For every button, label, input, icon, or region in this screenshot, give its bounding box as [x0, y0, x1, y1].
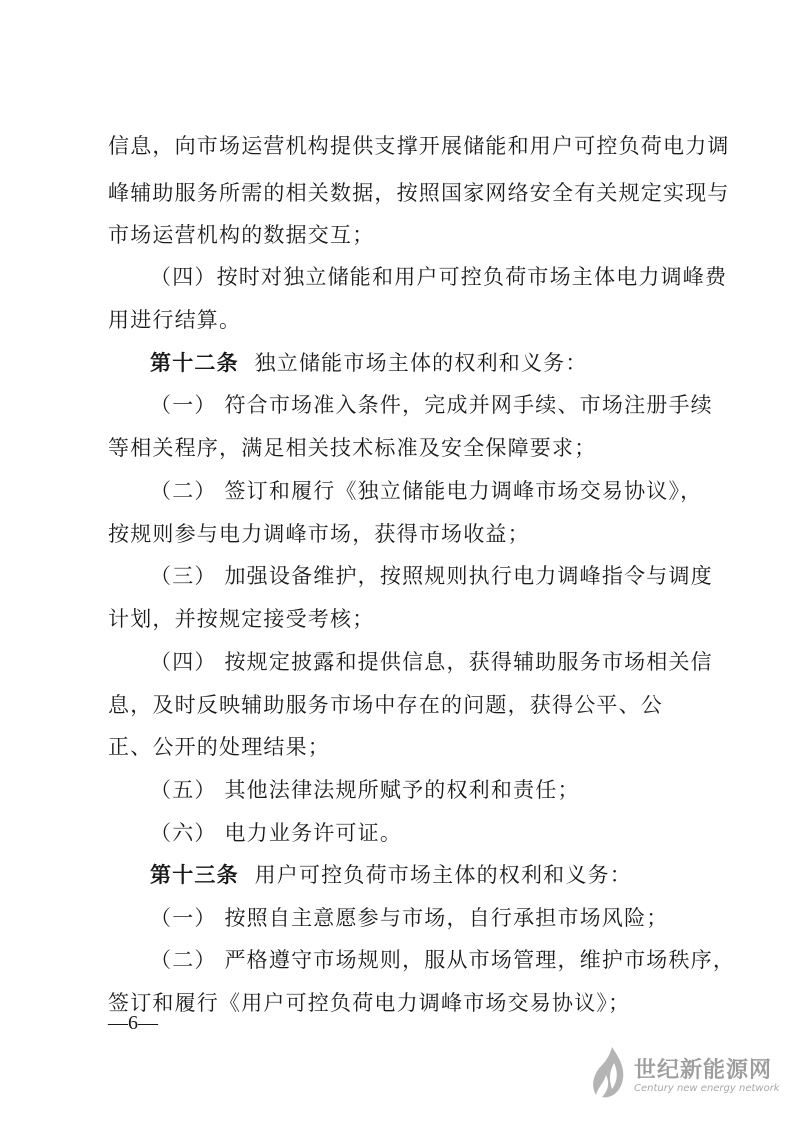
paragraph-line: 信息，向市场运营机构提供支撑开展储能和用户可控负荷电力调 [108, 134, 730, 158]
paragraph-line: 计划，并按规定接受考核； [108, 607, 375, 631]
page-number: —6— [108, 1012, 158, 1034]
watermark-name-cn: 世纪新能源网 [634, 1058, 773, 1083]
paragraph-line: 息，及时反映辅助服务市场中存在的问题，获得公平、公 [108, 693, 663, 717]
paragraph-line: （一） 符合市场准入条件，完成并网手续、市场注册手续 [150, 393, 713, 417]
paragraph-line: 正、公开的处理结果； [108, 735, 330, 759]
article-12-heading: 第十二条 [150, 350, 239, 375]
paragraph-line: （六） 电力业务许可证。 [150, 821, 403, 845]
article-12-title: 独立储能市场主体的权利和义务： [254, 351, 588, 375]
paragraph-line: 签订和履行《用户可控负荷电力调峰市场交易协议》； [108, 991, 631, 1015]
article-13-heading: 第十三条 [150, 862, 239, 887]
article-13-line [150, 860, 632, 890]
watermark-name-en: Century new energy network [634, 1083, 780, 1094]
paragraph-line: （五） 其他法律法规所赋予的权利和责任； [150, 778, 580, 802]
paragraph-line: （四） 按规定披露和提供信息，获得辅助服务市场相关信 [150, 650, 713, 674]
site-watermark [590, 1045, 785, 1105]
paragraph-line: （二） 签订和履行《独立储能电力调峰市场交易协议》， [150, 479, 703, 503]
paragraph-line: （四）按时对独立储能和用户可控负荷市场主体电力调峰费 [150, 265, 728, 289]
paragraph-line: 峰辅助服务所需的相关数据，按照国家网络安全有关规定实现与 [108, 181, 730, 205]
paragraph-line: （一） 按照自主意愿参与市场，自行承担市场风险； [150, 906, 669, 930]
article-12-line [150, 348, 588, 378]
paragraph-line: 用进行结算。 [108, 308, 242, 332]
paragraph-line: 市场运营机构的数据交互； [108, 223, 375, 247]
paragraph-line: （二） 严格遵守市场规则，服从市场管理，维护市场秩序， [150, 948, 736, 972]
paragraph-line: （三） 加强设备维护，按照规则执行电力调峰指令与调度 [150, 564, 713, 588]
flame-logo-icon [590, 1045, 630, 1103]
paragraph-line: 等相关程序，满足相关技术标准及安全保障要求； [108, 436, 597, 460]
paragraph-line: 按规则参与电力调峰市场，获得市场收益； [108, 522, 530, 546]
article-13-title: 用户可控负荷市场主体的权利和义务： [254, 863, 632, 887]
